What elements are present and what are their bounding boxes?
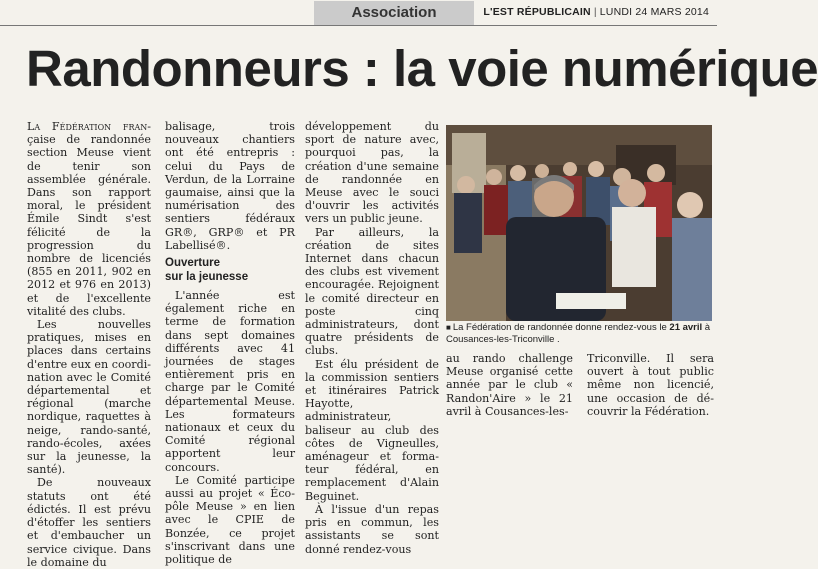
- paragraph: L'année est également riche en terme de formation dans sept domaines différents avec 41 journées de stages entièrement pris en charge par le Comité départemental Meuse. Les formateurs nationaux et ceux du Comité régional apportent leur concours.: [165, 289, 295, 474]
- header-separator: |: [593, 6, 597, 18]
- paragraph: De nouveaux statuts ont été édictés. Il est prévu d'étoffer les sentiers et d'embaucher un service civique. Dans le domaine du: [27, 476, 151, 569]
- section-label: Association: [314, 1, 474, 25]
- newspaper-name: L'EST RÉPUBLICAIN: [483, 6, 591, 18]
- caption-emphasis: 21 avril: [669, 322, 703, 333]
- caption-square-icon: ■: [446, 323, 451, 332]
- article-column-1: [27, 120, 151, 569]
- paragraph: balisage, trois nouveaux chantiers ont été entrepris : celui du Pays de Verdun, de la Lorraine gaumaise, ainsi que la numérisation des sentiers fédéraux GR®, GRP® et PR Labellisé®.: [165, 120, 295, 252]
- caption-text: La Fédération de randonnée donne rendez-vous le: [452, 322, 670, 333]
- meeting-photo-illustration: [446, 125, 712, 321]
- paragraph: [27, 120, 151, 318]
- paragraph: Le Comité participe aussi au projet « Éco-pôle Meuse » en lien avec le CPIE de Bonzée, ce projet s'inscrivant dans une politique de: [165, 473, 295, 567]
- article-column-3: [305, 120, 439, 556]
- article-column-4: [446, 352, 714, 418]
- paragraph: À l'issue d'un repas pris en commun, les assistants se sont donné rendez-vous: [305, 502, 439, 556]
- article-column-2: [165, 120, 295, 566]
- page-header: [0, 0, 717, 26]
- paragraph: Les nouvelles pratiques, mises en places dans certains d'entre eux en coordination avec le Comité départemental et régional (marche nordique, raquettes à neige, rando-santé, rando-écoles, axées sur la jeunesse, la santé).: [27, 318, 151, 477]
- paragraph: Est élu président de la commission sentiers et itinéraires Patrick Hayotte, administrateur, baliseur au club des côtes de Vigneulles, aménageur et formateur fédéral, en remplacement d'Alain Beguinet.: [305, 357, 439, 503]
- caption-text-end: à Cousances-les-Triconville .: [446, 322, 711, 345]
- newspaper-info: [483, 6, 709, 18]
- paragraph: développement du sport de nature avec, pourquoi pas, la création d'une semaine de randonnée en Meuse avec le souci d'ouvrir les activités vers un public jeune.: [305, 120, 439, 226]
- paragraph: au rando challenge Meuse organisé cette année par le club « Randon'Aire » le 21 avril à Cousances-les-: [446, 352, 573, 418]
- publication-date: LUNDI 24 MARS 2014: [599, 6, 709, 18]
- subheading-line: Ouverture: [165, 257, 220, 270]
- meeting-photo: [446, 125, 712, 321]
- paragraph: Par ailleurs, la création de sites Internet dans chacun des clubs est vivement encouragée. Rejoignent le comité directeur en poste cinq administrateurs, dont quatre présidents de clubs.: [305, 225, 439, 358]
- subheading-line: sur la jeunesse: [165, 270, 249, 283]
- paragraph: Triconville. Il sera ouvert à tout public même non licencié, une occasion de découvrir la Fédération.: [587, 352, 714, 418]
- paragraph-text: çaise de randonnée section Meuse vient de tenir son assemblée générale. Dans son rapport moral, le président Émile Sindt s'est félicité de la progression du nombre de licenciés (855 en 2011, 902 en 2012 et 976 en 2013) et de l'excellente vitalité des clubs.: [27, 133, 151, 318]
- column-4-split: [446, 352, 714, 418]
- lead-words: La Fédération fran-: [27, 120, 151, 133]
- photo-caption: [446, 322, 714, 345]
- subheading: [165, 257, 295, 284]
- headline: Randonneurs : la voie numérique: [26, 40, 818, 97]
